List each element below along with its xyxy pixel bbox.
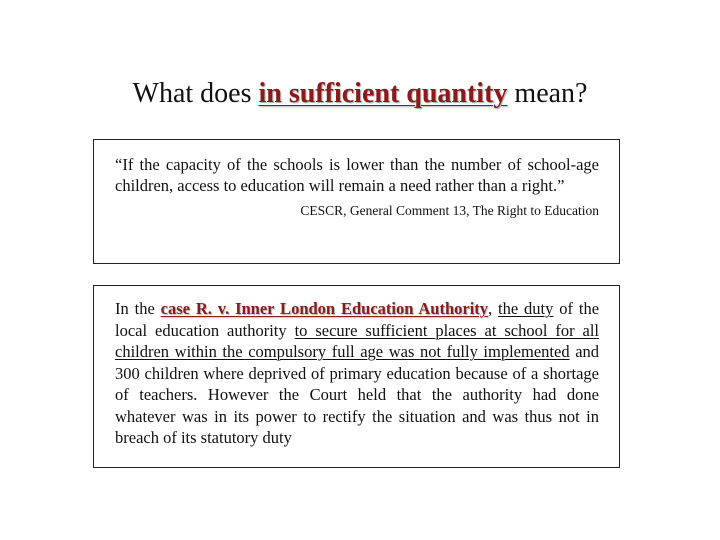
quote-box bbox=[93, 139, 620, 264]
slide-title bbox=[0, 76, 720, 112]
case-name: case R. v. Inner London Education Authority bbox=[160, 299, 489, 318]
duty-phrase: the duty bbox=[498, 299, 554, 318]
case-intro: In the bbox=[115, 299, 155, 318]
quote-text: “If the capacity of the schools is lower than the number of school-age children, access to education will remain a need rather than a right.” bbox=[115, 155, 599, 195]
secure-phrase: to secure sufficient places at school for all children within the compulsory full age was not fully implemented bbox=[115, 320, 600, 361]
title-highlight: in sufficient quantity bbox=[258, 78, 508, 109]
case-box bbox=[93, 285, 620, 468]
case-rest: and 300 children where deprived of primary education because of a shortage of teachers. However the Court held that the authority had done whatever was in its power to rectify the situation and was thus not in breach of its statutory duty bbox=[115, 342, 600, 447]
of-the-local: of the local education authority bbox=[115, 299, 600, 340]
case-paragraph bbox=[115, 298, 599, 449]
title-prefix: What does bbox=[132, 78, 252, 109]
title-suffix: mean? bbox=[514, 78, 588, 109]
quote-citation: CESCR, General Comment 13, The Right to Education bbox=[300, 203, 599, 218]
case-comma: , bbox=[488, 299, 493, 318]
